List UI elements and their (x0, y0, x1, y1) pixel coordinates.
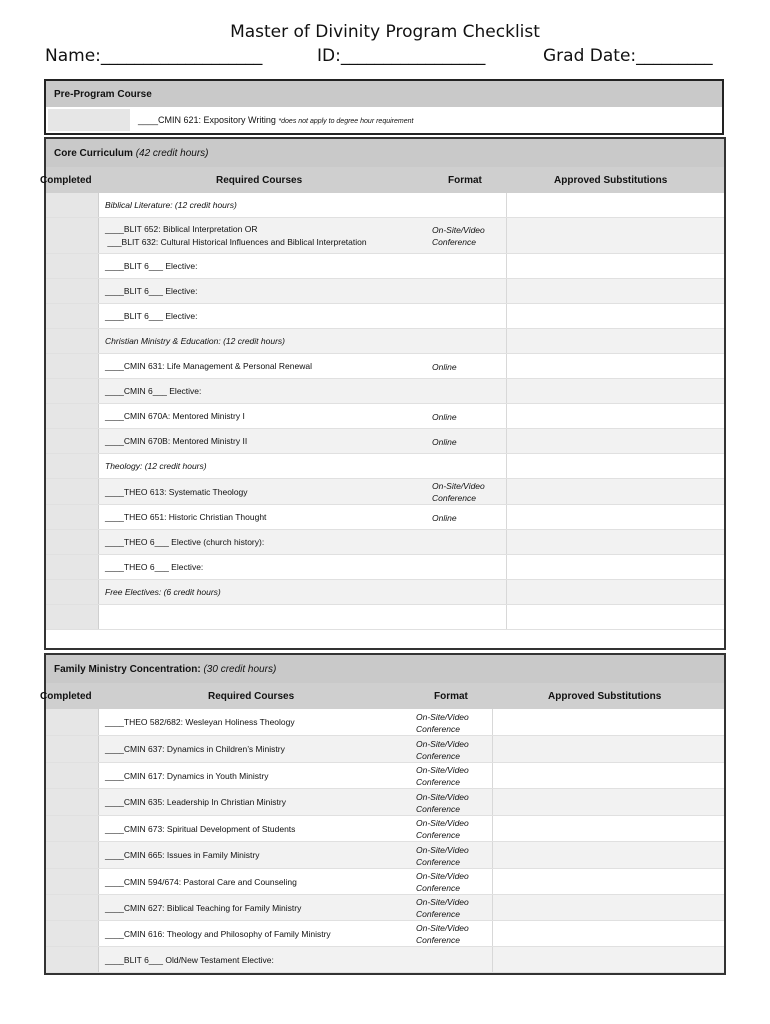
family-column-headers (40, 683, 724, 709)
course-label: ____THEO 6___ Elective (church history): (105, 537, 265, 547)
family-ministry-section (40, 653, 726, 975)
course-label: ____CMIN 637: Dynamics in Children’s Ministry (105, 744, 285, 754)
substitution-cell[interactable] (492, 816, 724, 841)
completed-checkbox[interactable] (46, 304, 99, 328)
format-cell: On-Site/Video Conference (416, 897, 469, 919)
completed-checkbox[interactable] (46, 736, 99, 762)
group-heading-row (46, 454, 724, 479)
core-header-credits: (42 credit hours) (135, 148, 209, 159)
format-cell: Online (432, 411, 457, 422)
format-cell: On-Site/Video Conference (416, 818, 469, 840)
format-cell: On-Site/Video Conference (416, 738, 469, 761)
course-label: ____CMIN 627: Biblical Teaching for Family Ministry (105, 902, 302, 913)
completed-checkbox[interactable] (46, 329, 99, 353)
course-row (46, 479, 724, 505)
course-label: ____BLIT 6___ Old/New Testament Elective: (105, 954, 274, 965)
format-cell: On-Site/Video Conference (416, 791, 469, 814)
page-title: Master of Divinity Program Checklist (230, 22, 540, 42)
course-row (46, 921, 724, 947)
course-label: ____THEO 613: Systematic Theology (105, 486, 248, 497)
substitution-cell[interactable] (506, 279, 724, 303)
substitution-cell[interactable] (492, 789, 724, 815)
substitution-cell[interactable] (506, 580, 724, 604)
core-header-title: Core Curriculum (54, 148, 133, 159)
substitution-cell[interactable] (506, 505, 724, 529)
core-header (46, 139, 724, 167)
col-format: Format (448, 175, 482, 186)
group-label: Biblical Literature: (12 credit hours) (105, 200, 237, 210)
format-cell: On-Site/Video Conference (432, 225, 485, 247)
pre-program-checkbox[interactable] (48, 109, 130, 131)
completed-checkbox[interactable] (46, 505, 99, 529)
group-label: Free Electives: (6 credit hours) (105, 587, 221, 597)
course-row (46, 763, 724, 789)
completed-checkbox[interactable] (46, 789, 99, 815)
family-header-title: Family Ministry Concentration: (54, 664, 201, 675)
course-row (46, 709, 724, 736)
completed-checkbox[interactable] (46, 605, 99, 629)
course-label: ____CMIN 665: Issues in Family Ministry (105, 850, 260, 860)
course-label: ____THEO 6___ Elective: (105, 562, 204, 572)
completed-checkbox[interactable] (46, 895, 99, 920)
course-label: ____CMIN 670B: Mentored Ministry II (105, 436, 248, 446)
course-label: ____CMIN 673: Spiritual Development of Students (105, 823, 296, 834)
completed-checkbox[interactable] (46, 947, 99, 972)
course-label: ____BLIT 6___ Elective: (105, 286, 198, 296)
format-cell: On-Site/Video Conference (416, 711, 469, 734)
format-cell: Online (432, 361, 457, 372)
completed-checkbox[interactable] (46, 429, 99, 453)
group-heading-row (46, 580, 724, 605)
col-required: Required Courses (208, 691, 295, 702)
completed-checkbox[interactable] (46, 193, 99, 217)
group-label: Christian Ministry & Education: (12 credit hours) (105, 336, 285, 346)
course-label: ____BLIT 652: Biblical Interpretation OR ___BLIT 632: Cultural Historical Influences and Biblical Interpretation (105, 224, 367, 247)
course-row (46, 404, 724, 429)
substitution-cell[interactable] (506, 329, 724, 353)
group-heading-row (46, 193, 724, 218)
group-heading-row (46, 329, 724, 354)
substitution-cell[interactable] (492, 869, 724, 894)
pre-program-note: *does not apply to degree hour requirement (278, 118, 414, 125)
course-row (46, 842, 724, 869)
format-cell: On-Site/Video Conference (416, 871, 469, 893)
substitution-cell[interactable] (506, 605, 724, 629)
completed-checkbox[interactable] (46, 530, 99, 554)
course-row (46, 530, 724, 555)
col-completed: Completed (40, 175, 92, 186)
course-row (46, 555, 724, 580)
col-format: Format (434, 691, 468, 702)
course-row (46, 279, 724, 304)
course-row (46, 736, 724, 763)
completed-checkbox[interactable] (46, 842, 99, 868)
student-fields (45, 46, 730, 72)
course-row (46, 354, 724, 379)
family-header-credits: (30 credit hours) (203, 664, 277, 675)
course-label: ____THEO 651: Historic Christian Thought (105, 512, 267, 522)
pre-program-course-label: ____CMIN 621: Expository Writing (138, 115, 276, 125)
completed-checkbox[interactable] (46, 921, 99, 946)
completed-checkbox[interactable] (46, 816, 99, 841)
course-row (46, 505, 724, 530)
substitution-cell[interactable] (492, 842, 724, 868)
format-cell: Online (432, 436, 457, 447)
core-curriculum-section (40, 137, 726, 650)
substitution-cell[interactable] (492, 763, 724, 788)
completed-checkbox[interactable] (46, 869, 99, 894)
format-cell: On-Site/Video Conference (432, 481, 485, 503)
col-required: Required Courses (216, 175, 303, 186)
name-field[interactable]: Name:___________________ (45, 46, 263, 66)
completed-checkbox[interactable] (46, 709, 99, 735)
course-label: ____CMIN 616: Theology and Philosophy of Family Ministry (105, 928, 331, 939)
grad-date-field[interactable]: Grad Date:_________ (543, 46, 713, 66)
substitution-cell[interactable] (506, 254, 724, 278)
course-row (46, 789, 724, 816)
substitution-cell[interactable] (506, 454, 724, 478)
format-cell: On-Site/Video Conference (416, 923, 469, 945)
format-cell: On-Site/Video Conference (416, 765, 469, 787)
course-label: ____CMIN 631: Life Management & Personal Renewal (105, 361, 312, 371)
course-label: ____BLIT 6___ Elective: (105, 261, 198, 271)
completed-checkbox[interactable] (46, 454, 99, 478)
completed-checkbox[interactable] (46, 218, 99, 253)
course-label: ____CMIN 670A: Mentored Ministry I (105, 411, 245, 421)
family-header (46, 655, 724, 683)
course-row (46, 895, 724, 921)
group-label: Theology: (12 credit hours) (105, 461, 207, 471)
course-label: ____CMIN 594/674: Pastoral Care and Counseling (105, 876, 297, 887)
format-cell: On-Site/Video Conference (416, 844, 469, 867)
substitution-cell[interactable] (506, 429, 724, 453)
completed-checkbox[interactable] (46, 279, 99, 303)
substitution-cell[interactable] (506, 530, 724, 554)
core-column-headers (40, 167, 724, 193)
pre-program-section (44, 79, 724, 135)
format-cell: Online (432, 512, 457, 523)
substitution-cell[interactable] (506, 555, 724, 579)
pre-program-course (138, 115, 413, 125)
completed-checkbox[interactable] (46, 555, 99, 579)
substitution-cell[interactable] (492, 709, 724, 735)
course-label: ____THEO 582/682: Wesleyan Holiness Theology (105, 717, 295, 727)
completed-checkbox[interactable] (46, 354, 99, 378)
pre-program-header: Pre-Program Course (46, 81, 722, 107)
completed-checkbox[interactable] (46, 254, 99, 278)
substitution-cell[interactable] (506, 379, 724, 403)
col-completed: Completed (40, 691, 92, 702)
substitution-cell[interactable] (506, 354, 724, 378)
completed-checkbox[interactable] (46, 763, 99, 788)
col-subs: Approved Substitutions (554, 175, 668, 186)
substitution-cell[interactable] (492, 947, 724, 972)
id-field[interactable]: ID:_________________ (317, 46, 486, 66)
course-row (46, 304, 724, 329)
substitution-cell[interactable] (506, 479, 724, 504)
course-row (46, 816, 724, 842)
course-label: ____CMIN 635: Leadership In Christian Ministry (105, 797, 286, 807)
substitution-cell[interactable] (506, 304, 724, 328)
substitution-cell[interactable] (492, 921, 724, 946)
completed-checkbox[interactable] (46, 479, 99, 504)
course-row (46, 947, 724, 973)
substitution-cell[interactable] (492, 736, 724, 762)
substitution-cell[interactable] (506, 218, 724, 253)
course-label: ____BLIT 6___ Elective: (105, 311, 198, 321)
course-row (46, 869, 724, 895)
course-row (46, 605, 724, 630)
substitution-cell[interactable] (506, 193, 724, 217)
col-subs: Approved Substitutions (548, 691, 662, 702)
course-row (46, 218, 724, 254)
course-row (46, 254, 724, 279)
course-row (46, 379, 724, 404)
completed-checkbox[interactable] (46, 580, 99, 604)
course-row (46, 429, 724, 454)
completed-checkbox[interactable] (46, 379, 99, 403)
course-label: ____CMIN 6___ Elective: (105, 386, 202, 396)
completed-checkbox[interactable] (46, 404, 99, 428)
course-label: ____CMIN 617: Dynamics in Youth Ministry (105, 770, 269, 781)
substitution-cell[interactable] (492, 895, 724, 920)
substitution-cell[interactable] (506, 404, 724, 428)
